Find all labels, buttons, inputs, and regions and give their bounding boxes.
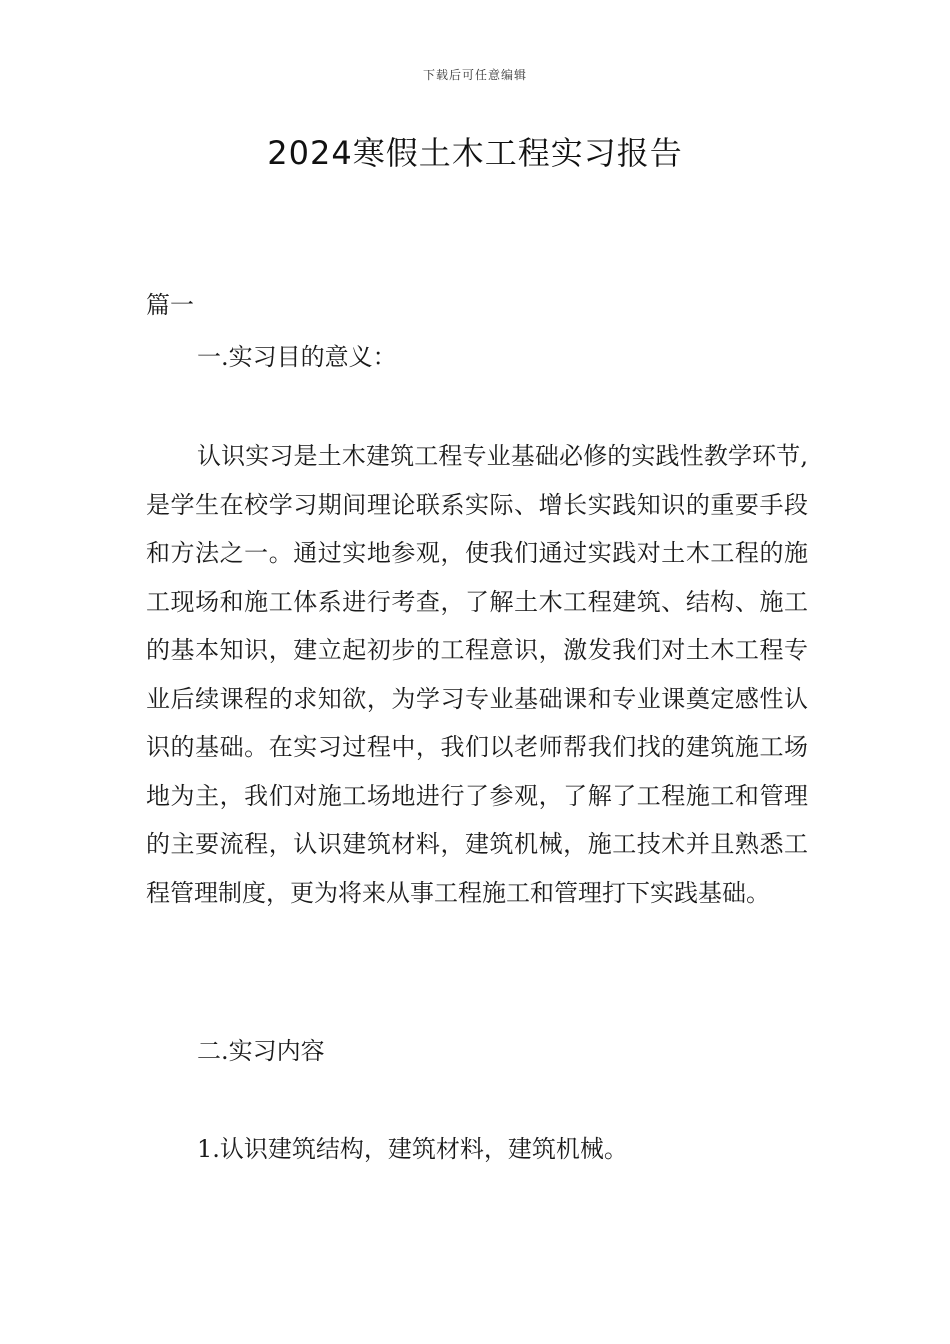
section-label: 篇一 xyxy=(146,291,194,319)
heading-content: 二.实习内容 xyxy=(197,1037,325,1065)
header-note: 下载后可任意编辑 xyxy=(422,68,527,82)
list-item: 1.认识建筑结构，建筑材料，建筑机械。 xyxy=(197,1135,628,1163)
heading-purpose: 一.实习目的意义： xyxy=(197,343,397,371)
document-title: 2024寒假土木工程实习报告 xyxy=(267,134,683,172)
paragraph-purpose: 认识实习是土木建筑工程专业基础必修的实践性教学环节,是学生在校学习期间理论联系实际、增长实践知识的重要手段和方法之一。通过实地参观，使我们通过实践对土木工程的施工现场和施工体系进行考查，了解土木工程建筑、结构、施工的基本知识，建立起初步的工程意识，激发我们对土木工程专业后续课程的求知欲，为学习专业基础课和专业课奠定感性认识的基础。在实习过程中，我们以老师帮我们找的建筑施工场地为主，我们对施工场地进行了参观，了解了工程施工和管理的主要流程，认识建筑材料，建筑机械，施工技术并且熟悉工程管理制度，更为将来从事工程施工和管理打下实践基础。 xyxy=(146,442,808,907)
